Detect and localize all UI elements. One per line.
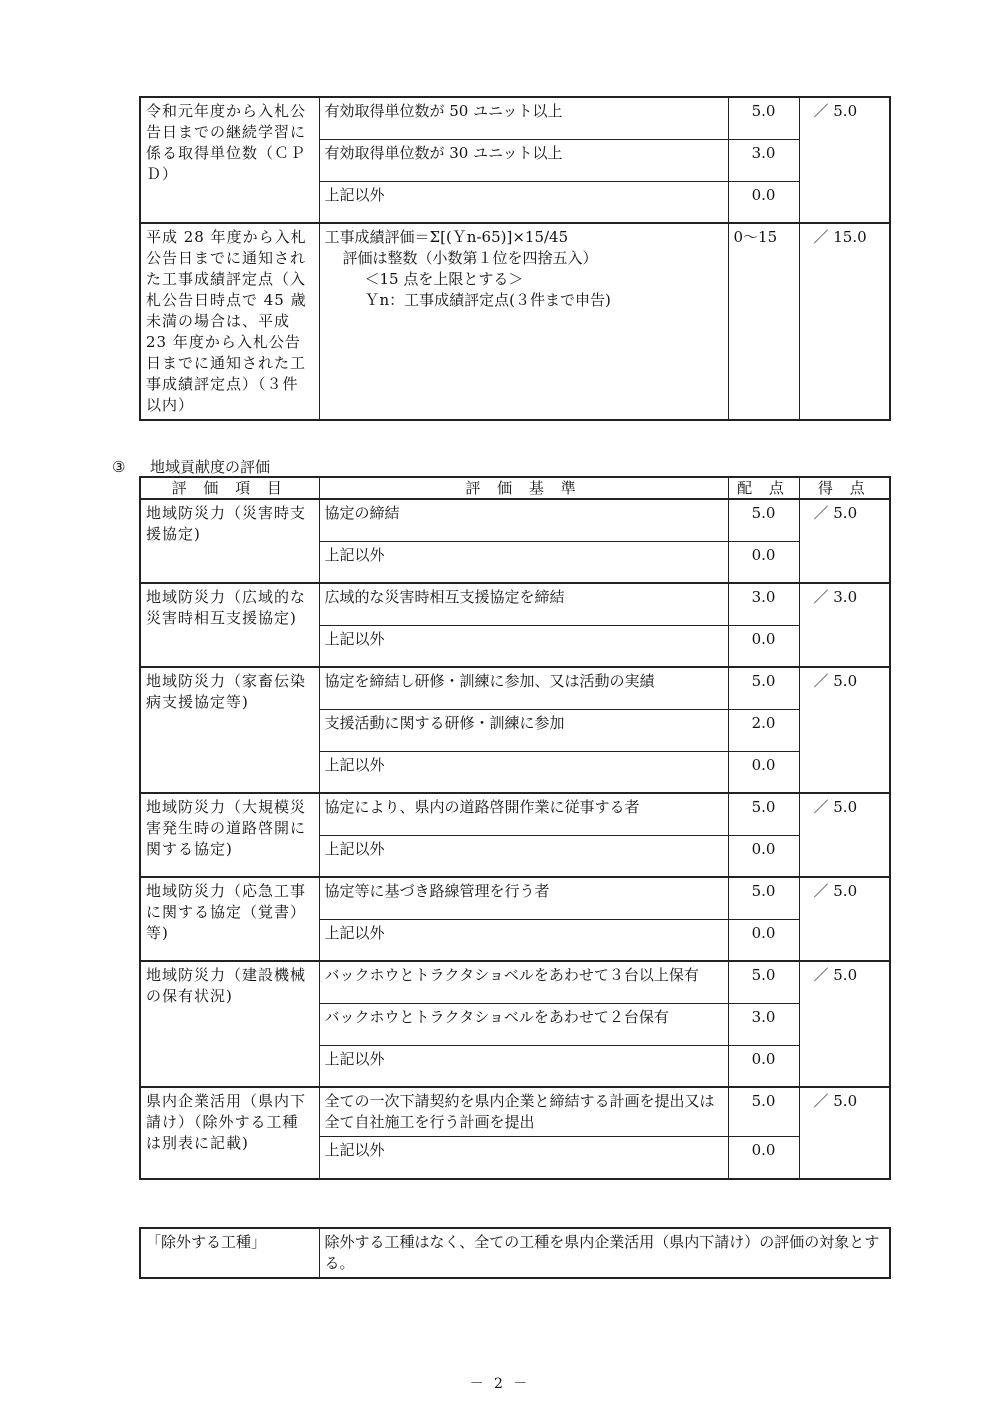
criteria-cell: 上記以外	[319, 181, 728, 223]
score-cell: ／ 5.0	[799, 97, 890, 223]
points-cell: 0.0	[728, 919, 799, 961]
excluded-label: 「除外する工種」	[140, 1228, 319, 1278]
points-cell: 5.0	[728, 97, 799, 139]
formula-line: Ｙn：工事成績評定点(３件まで申告)	[364, 291, 611, 309]
criteria-cell: 上記以外	[319, 625, 728, 667]
criteria-cell: 全ての一次下請契約を県内企業と締結する計画を提出又は全て自社施工を行う計画を提出	[319, 1087, 728, 1137]
points-cell: 0.0	[728, 181, 799, 223]
item-wide-area-support: 地域防災力（広域的な災害時相互支援協定)	[140, 583, 319, 667]
criteria-cell: 上記以外	[319, 835, 728, 877]
item-disaster-support: 地域防災力（災害時支援協定)	[140, 499, 319, 583]
criteria-cell: 支援活動に関する研修・訓練に参加	[319, 709, 728, 751]
points-cell: 3.0	[728, 583, 799, 625]
section-heading	[112, 456, 270, 477]
points-cell: 5.0	[728, 1087, 799, 1137]
points-cell: 3.0	[728, 139, 799, 181]
points-cell: 0.0	[728, 751, 799, 793]
section-title: 地域貢献度の評価	[150, 458, 271, 476]
criteria-cell: 広域的な災害時相互支援協定を締結	[319, 583, 728, 625]
criteria-cell: 上記以外	[319, 541, 728, 583]
item-road-clearing: 地域防災力（大規模災害発生時の道路啓開に関する協定)	[140, 793, 319, 877]
criteria-cell: 上記以外	[319, 919, 728, 961]
criteria-cell: 上記以外	[319, 751, 728, 793]
formula-cell	[319, 223, 728, 420]
points-cell: 0.0	[728, 1045, 799, 1087]
points-cell: 0.0	[728, 835, 799, 877]
points-cell: 5.0	[728, 877, 799, 919]
item-local-subcontract: 県内企業活用（県内下請け）（除外する工種は別表に記載)	[140, 1087, 319, 1179]
item-construction-machinery: 地域防災力（建設機械の保有状況)	[140, 961, 319, 1087]
regional-contribution-table	[139, 476, 891, 1180]
excluded-text: 除外する工種はなく、全ての工種を県内企業活用（県内下請け）の評価の対象とする。	[319, 1228, 890, 1278]
score-cell: ／ 5.0	[799, 499, 890, 583]
criteria-cell: 協定を締結し研修・訓練に参加、又は活動の実績	[319, 667, 728, 709]
score-cell: ／ 5.0	[799, 1087, 890, 1179]
excluded-work-types-table	[139, 1227, 891, 1279]
points-cell: 2.0	[728, 709, 799, 751]
score-cell: ／ 15.0	[799, 223, 890, 420]
formula-line: 評価は整数（小数第１位を四捨五入）	[342, 249, 598, 267]
score-cell: ／ 5.0	[799, 877, 890, 961]
header-item: 評 価 項 目	[140, 477, 319, 499]
header-points: 配 点	[728, 477, 799, 499]
criteria-cell: 有効取得単位数が 50 ユニット以上	[319, 97, 728, 139]
header-criteria: 評 価 基 準	[319, 477, 728, 499]
item-cpd: 令和元年度から入札公告日までの継続学習に係る取得単位数（ＣＰＤ）	[140, 97, 319, 223]
section-marker: ③	[112, 458, 126, 476]
criteria-cell: 協定等に基づき路線管理を行う者	[319, 877, 728, 919]
criteria-cell: バックホウとトラクタショベルをあわせて３台以上保有	[319, 961, 728, 1003]
points-cell: 0.0	[728, 1137, 799, 1179]
points-cell: 5.0	[728, 499, 799, 541]
score-cell: ／ 5.0	[799, 961, 890, 1087]
criteria-cell: 上記以外	[319, 1045, 728, 1087]
formula-line: 工事成績評価＝Σ[(Ｙn-65)]×15/45	[324, 228, 569, 246]
header-score: 得 点	[799, 477, 890, 499]
criteria-cell: 協定により、県内の道路啓開作業に従事する者	[319, 793, 728, 835]
criteria-cell: 有効取得単位数が 30 ユニット以上	[319, 139, 728, 181]
formula-line: ＜15 点を上限とする＞	[364, 270, 524, 288]
item-emergency-work: 地域防災力（応急工事に関する協定（覚書）等)	[140, 877, 319, 961]
score-cell: ／ 5.0	[799, 793, 890, 877]
page-number: － 2 －	[469, 1376, 531, 1392]
item-livestock-disease: 地域防災力（家畜伝染病支援協定等)	[140, 667, 319, 793]
score-cell: ／ 3.0	[799, 583, 890, 667]
points-cell: 0.0	[728, 541, 799, 583]
points-cell: 0～15	[728, 223, 799, 420]
points-cell: 0.0	[728, 625, 799, 667]
score-cell: ／ 5.0	[799, 667, 890, 793]
points-cell: 5.0	[728, 793, 799, 835]
points-cell: 3.0	[728, 1003, 799, 1045]
criteria-cell: 上記以外	[319, 1137, 728, 1179]
criteria-cell: 協定の締結	[319, 499, 728, 541]
criteria-cell: バックホウとトラクタショベルをあわせて２台保有	[319, 1003, 728, 1045]
points-cell: 5.0	[728, 961, 799, 1003]
item-construction-score: 平成 28 年度から入札公告日までに通知された工事成績評定点（入札公告日時点で 45 歳未満の場合は、平成 23 年度から入札公告日までに通知された工事成績評定点）（３件以内）	[140, 223, 319, 420]
cpd-performance-table	[139, 96, 891, 421]
points-cell: 5.0	[728, 667, 799, 709]
